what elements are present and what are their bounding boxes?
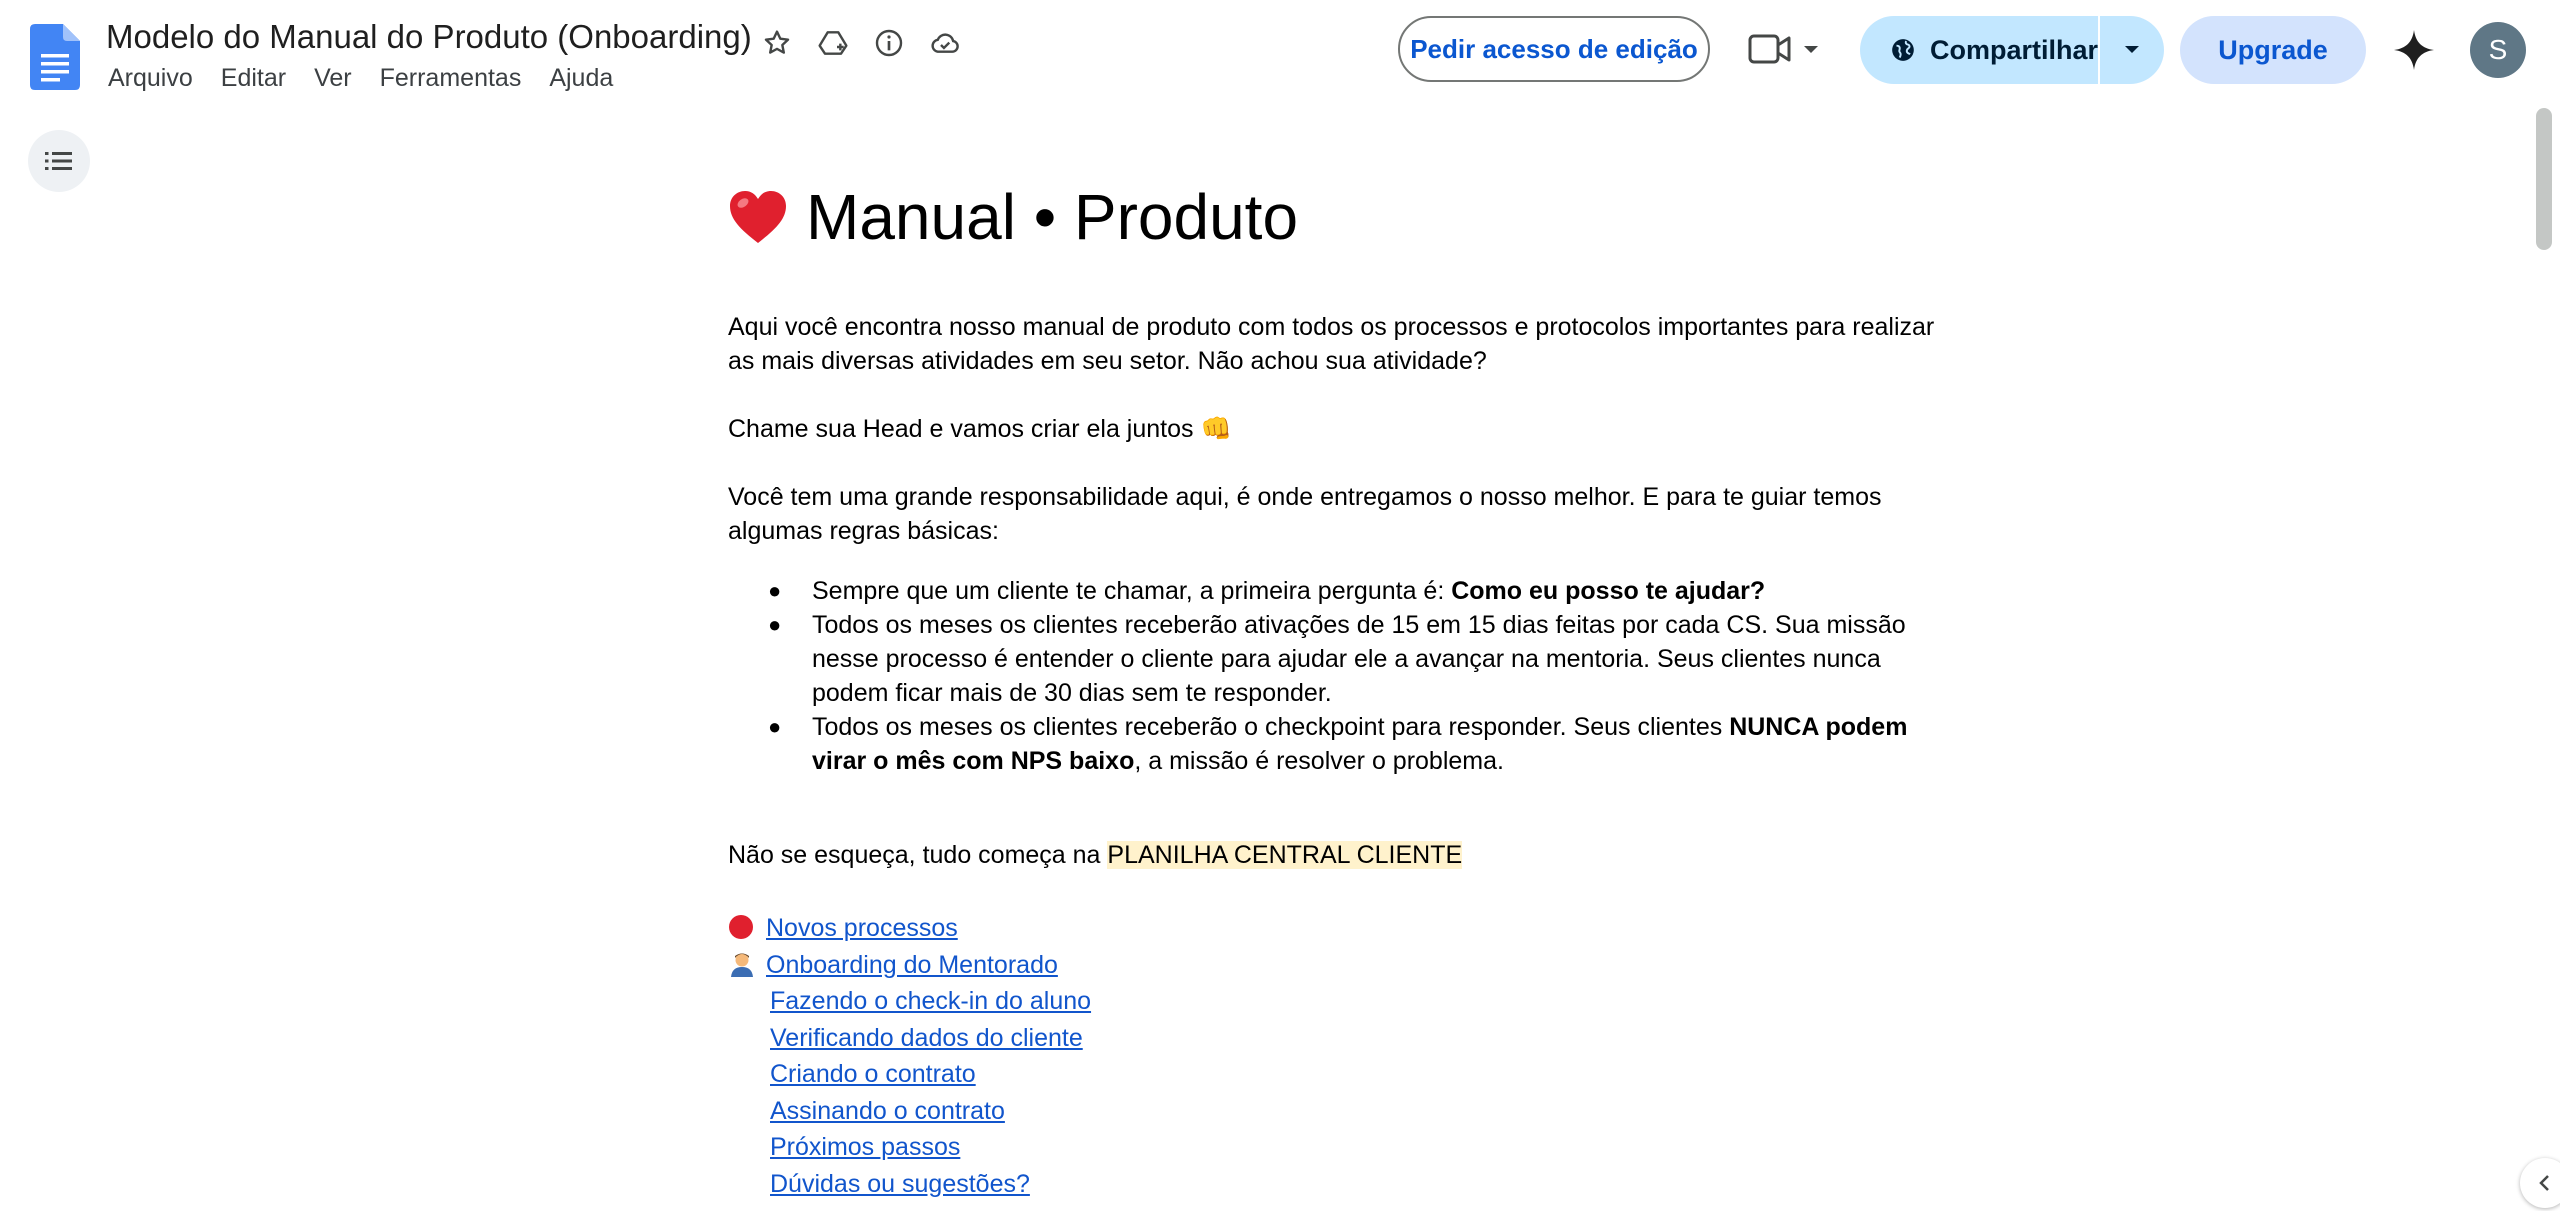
share-options-button[interactable] [2100, 16, 2164, 84]
upgrade-button[interactable]: Upgrade [2180, 16, 2366, 84]
toc-link[interactable]: Onboarding do Mentorado [728, 947, 1091, 984]
heading-text: Manual • Produto [806, 181, 1299, 253]
menu-bar [108, 64, 613, 93]
toc-link[interactable]: Dúvidas ou sugestões? [770, 1169, 1030, 1198]
globe-icon [1890, 35, 1916, 65]
toc-link[interactable]: Novos processos [728, 910, 1091, 947]
vertical-scrollbar[interactable] [2536, 108, 2552, 250]
rules-list [728, 574, 1948, 778]
toc-link[interactable]: Próximos passos [770, 1133, 961, 1161]
toc-link[interactable]: Fazendo o check-in do aluno [770, 987, 1092, 1015]
side-panel-toggle[interactable] [2520, 1158, 2560, 1208]
menu-arquivo[interactable]: Arquivo [108, 64, 193, 92]
outline-list-icon [44, 149, 74, 173]
person-icon [728, 951, 756, 977]
top-bar [0, 0, 2560, 104]
gemini-spark-icon[interactable] [2390, 26, 2438, 74]
table-of-contents [728, 910, 1091, 1202]
list-item: ● Sempre que um cliente te chamar, a primeira pergunta é: Como eu posso te ajudar? [728, 574, 1948, 608]
toc-link[interactable]: Verificando dados do cliente [770, 1023, 1083, 1052]
toc-link[interactable]: Criando o contrato [770, 1060, 976, 1088]
document-title[interactable]: Modelo do Manual do Produto (Onboarding) [106, 18, 752, 55]
cloud-saved-icon[interactable] [924, 22, 966, 64]
intro-paragraph: Aqui você encontra nosso manual de produto com todos os processos e protocolos importantes para realizar as mais diversas atividades em seu setor. Não achou sua atividade? [728, 313, 1935, 375]
title-actions [756, 22, 966, 64]
move-to-drive-icon[interactable] [812, 22, 854, 64]
share-button-group [1860, 16, 2164, 84]
document-outline-button[interactable] [28, 130, 90, 192]
star-icon[interactable] [756, 22, 798, 64]
chevron-left-icon [2537, 1173, 2553, 1193]
meet-button[interactable] [1748, 24, 1838, 76]
reminder-paragraph: Não se esqueça, tudo começa na PLANILHA CENTRAL CLIENTE [728, 841, 1463, 869]
red-circle-icon [728, 914, 756, 940]
request-edit-access-button[interactable]: Pedir acesso de edição [1398, 16, 1710, 82]
menu-ver[interactable]: Ver [314, 64, 352, 92]
menu-ferramentas[interactable]: Ferramentas [379, 64, 522, 92]
call-head-paragraph: Chame sua Head e vamos criar ela juntos 👊 [728, 415, 1232, 443]
list-item: ● Todos os meses os clientes receberão ativações de 15 em 15 dias feitas por cada CS. Sua missão nesse processo é entender o cliente para ajudar ele a avançar na mentoria. Seus clientes nunca podem ficar mais de 30 dias sem te responder. [728, 608, 1948, 710]
share-label: Compartilhar [1929, 34, 2098, 65]
document-heading [728, 180, 1298, 254]
highlighted-text: PLANILHA CENTRAL CLIENTE [1107, 841, 1463, 869]
heart-icon [728, 189, 788, 245]
menu-ajuda[interactable]: Ajuda [549, 64, 614, 92]
responsibility-paragraph: Você tem uma grande responsabilidade aqui, é onde entregamos o nosso melhor. E para te guiar temos algumas regras básicas: [728, 483, 1882, 545]
video-camera-icon [1748, 32, 1792, 68]
share-button[interactable] [1860, 16, 2098, 84]
chevron-down-icon [1802, 44, 1820, 56]
info-icon[interactable] [868, 22, 910, 64]
chevron-down-icon [2123, 44, 2141, 56]
account-avatar[interactable]: S [2470, 22, 2526, 78]
toc-link[interactable]: Assinando o contrato [770, 1096, 1005, 1125]
menu-editar[interactable]: Editar [220, 64, 287, 92]
list-item: ● Todos os meses os clientes receberão o checkpoint para responder. Seus clientes NUNCA podem virar o mês com NPS baixo, a missão é resolver o problema. [728, 710, 1948, 778]
docs-logo-icon[interactable] [30, 24, 80, 90]
